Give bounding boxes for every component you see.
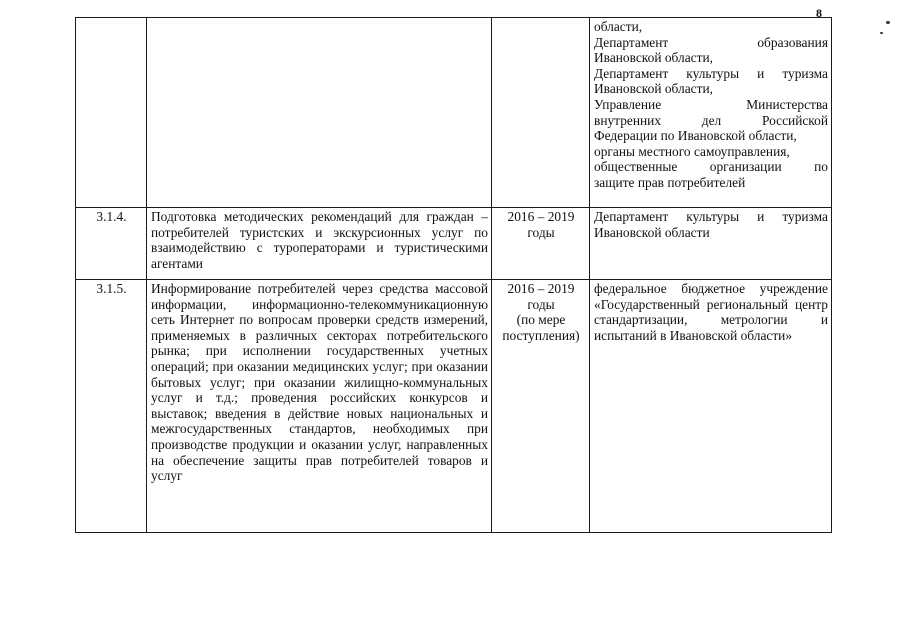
executor-line: Департамент образования bbox=[594, 34, 828, 50]
term-line: годы bbox=[527, 296, 555, 312]
term-line: поступления) bbox=[502, 327, 580, 343]
page-number: 8 bbox=[816, 6, 822, 20]
executor-line: области, bbox=[594, 19, 643, 34]
action-cell: Подготовка методических рекомендаций для граждан – потребителей туристских и экскурсионных услуг по взаимодействию с туроператорами и туристическими агентами bbox=[147, 208, 492, 280]
executor-line: внутренних дел Российской bbox=[594, 112, 828, 128]
executor-line: Управление Министерства bbox=[594, 96, 828, 112]
executor-line: защите прав потребителей bbox=[594, 174, 746, 190]
executor-line: Ивановской области, bbox=[594, 50, 713, 66]
number-cell: 3.1.4. bbox=[76, 208, 147, 280]
term-line: 2016 – 2019 bbox=[507, 281, 575, 296]
term-cell: 2016 – 2019 годы bbox=[492, 208, 590, 280]
executor-line: общественные организации по bbox=[594, 159, 828, 175]
number-cell bbox=[76, 18, 147, 208]
term-line: (по мере bbox=[516, 312, 566, 328]
action-cell bbox=[147, 18, 492, 208]
number-cell: 3.1.5. bbox=[76, 280, 147, 533]
executor-line: Федерации по Ивановской области, bbox=[594, 128, 797, 144]
table-row-3-1-5 bbox=[76, 280, 832, 533]
executor-line: Ивановской области, bbox=[594, 81, 713, 97]
scan-speck bbox=[886, 21, 890, 24]
executor-line: Департамент культуры и туризма bbox=[594, 65, 828, 81]
scan-speck bbox=[880, 32, 883, 34]
executor-line: органы местного самоуправления, bbox=[594, 143, 790, 159]
measures-table bbox=[75, 17, 832, 533]
table-row-continued bbox=[76, 18, 832, 208]
table-row-3-1-4 bbox=[76, 208, 832, 280]
term-cell bbox=[492, 280, 590, 533]
action-cell: Информирование потребителей через средства массовой информации, информационно-телекоммуникационную сеть Интернет по вопросам проверки средств измерений, применяемых в различных секторах потребительского рынка; при исполнении государственных учетных операций; при оказании медицинских услуг; при оказании бытовых услуг; при оказании жилищно-коммунальных услуг и т.д.; проведения российских конкурсов и выставок; введения в действие новых национальных и межгосударственных стандартов, необходимых при производстве продукции и оказании услуг, направленных на обеспечение защиты прав потребителей товаров и услуг bbox=[147, 280, 492, 533]
executor-cell bbox=[590, 18, 832, 208]
term-cell bbox=[492, 18, 590, 208]
executor-cell: Департамент культуры и туризма Ивановской области bbox=[590, 208, 832, 280]
executor-cell: федеральное бюджетное учреждение «Государственный региональный центр стандартизации, метрологии и испытаний в Ивановской области» bbox=[590, 280, 832, 533]
